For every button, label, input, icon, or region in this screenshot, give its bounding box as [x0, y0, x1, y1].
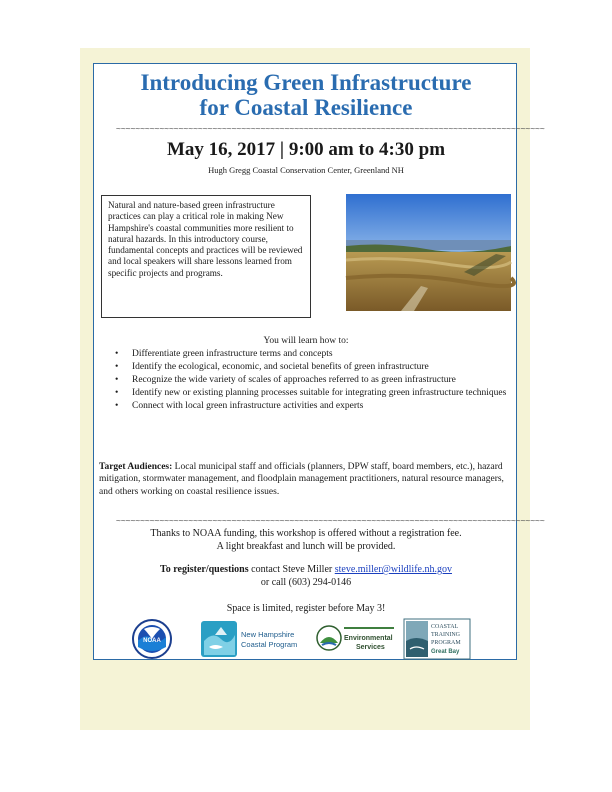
register-text: contact Steve Miller	[248, 564, 335, 575]
registration-info	[94, 563, 518, 589]
list-item	[102, 400, 512, 413]
list-item	[102, 387, 512, 400]
register-label: To register/questions	[160, 564, 249, 575]
ctp-line-3: PROGRAM	[431, 640, 461, 646]
bullet: •	[115, 362, 119, 372]
event-venue: Hugh Gregg Coastal Conservation Center, Greenland NH	[208, 165, 404, 175]
marsh-photo	[346, 194, 511, 311]
bullet: •	[115, 375, 119, 385]
audience-text: Local municipal staff and officials (planners, DPW staff, board members, etc.), hazard mitigation, stormwater management, and floodplain management practitioners, natural resource managers, and others working on coastal resilience issues.	[99, 462, 504, 497]
ctp-line-1: COASTAL	[431, 624, 459, 630]
intro-text-box: Natural and nature-based green infrastructure practices can play a critical role in making New Hampshire's coastal communities more resilient to natural hazards. In this introductory course, fundamental concepts and practices will be reviewed and local speakers will share lessons learned from specific projects and programs.	[101, 195, 311, 318]
noaa-logo	[132, 619, 172, 659]
des-line-2: Services	[356, 644, 385, 651]
audience-label: Target Audiences:	[99, 462, 173, 472]
funding-note	[94, 527, 518, 553]
nhcp-line-1: New Hampshire	[241, 630, 295, 639]
funding-line-1: Thanks to NOAA funding, this workshop is offered without a registration fee.	[150, 528, 462, 539]
phone-number: or call (603) 294-0146	[260, 577, 352, 588]
nhcp-line-2: Coastal Program	[241, 640, 298, 649]
noaa-logo-text: NOAA	[143, 638, 161, 644]
title-line-2: for Coastal Resilience	[199, 95, 413, 120]
space-limited-note: Space is limited, register before May 3!	[226, 603, 386, 614]
list-item-text: Connect with local green infrastructure activities and experts	[132, 401, 364, 411]
list-item-text: Recognize the wide variety of scales of approaches referred to as green infrastructure	[132, 375, 456, 385]
list-item-text: Identify the ecological, economic, and societal benefits of green infrastructure	[132, 362, 429, 372]
email-link[interactable]: steve.miller@wildlife.nh.gov	[334, 564, 452, 575]
list-item-text: Differentiate green infrastructure terms and concepts	[132, 349, 333, 359]
wavy-divider-top: ~~~~~~~~~~~~~~~~~~~~~~~~~~~~~~~~~~~~~~~~~~~~~~~~~~~~~~~~~~~~~~~~~~~~~~~~~~~~~~~~~~~~~~~~~	[116, 124, 545, 133]
bullet: •	[115, 401, 119, 411]
list-item	[102, 374, 512, 387]
nh-des-logo	[316, 621, 396, 655]
wavy-divider-bottom: ~~~~~~~~~~~~~~~~~~~~~~~~~~~~~~~~~~~~~~~~~~~~~~~~~~~~~~~~~~~~~~~~~~~~~~~~~~~~~~~~~~~~~~~~~	[116, 516, 545, 525]
nh-coastal-program-logo	[201, 621, 305, 657]
list-item	[102, 348, 512, 361]
flyer	[93, 63, 545, 660]
bullet: •	[115, 349, 119, 359]
bullet: •	[115, 388, 119, 398]
ctp-line-4: Great Bay	[431, 649, 460, 655]
des-line-1: Environmental	[344, 635, 393, 642]
learn-heading: You will learn how to:	[263, 336, 349, 346]
coastal-training-program-logo	[404, 619, 470, 659]
funding-line-2: A light breakfast and lunch will be provided.	[216, 541, 396, 552]
target-audiences	[99, 461, 513, 498]
learn-list	[102, 348, 512, 413]
title-line-1: Introducing Green Infrastructure	[140, 70, 472, 95]
event-date-time: May 16, 2017 | 9:00 am to 4:30 pm	[166, 139, 446, 160]
ctp-line-2: TRAINING	[431, 632, 460, 638]
list-item-text: Identify new or existing planning processes suitable for integrating green infrastructure techniques	[132, 388, 507, 398]
list-item	[102, 361, 512, 374]
